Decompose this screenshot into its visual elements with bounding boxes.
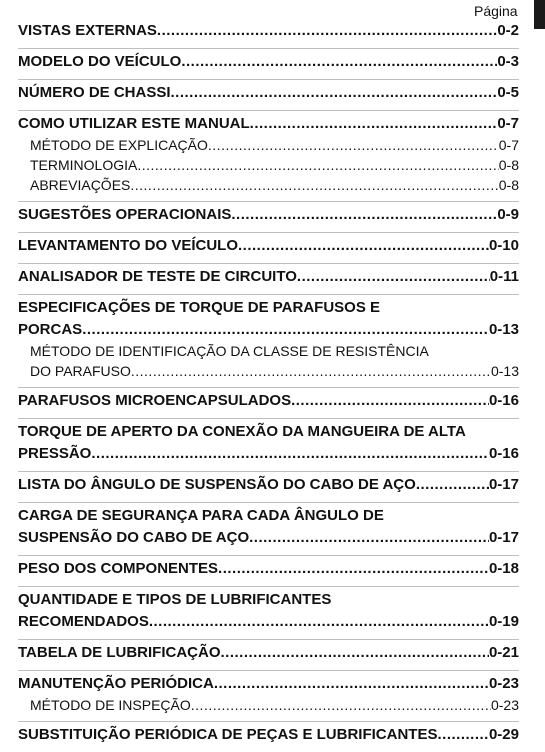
toc-entry-levantamento[interactable] xyxy=(18,233,519,264)
toc-page: 0-2 xyxy=(497,22,519,39)
toc-subtitle: MÉTODO DE INSPEÇÃO xyxy=(30,697,191,713)
toc-entry-substituicao[interactable] xyxy=(18,722,519,752)
toc-title: COMO UTILIZAR ESTE MANUAL xyxy=(18,115,250,132)
toc-page: 0-10 xyxy=(488,237,519,254)
toc-title-line1: ESPECIFICAÇÕES DE TORQUE DE PARAFUSOS E xyxy=(18,299,380,316)
toc-subentry[interactable] xyxy=(18,135,519,155)
toc-page: 0-18 xyxy=(488,560,519,577)
toc-title: VISTAS EXTERNAS xyxy=(18,22,157,39)
toc-title: PARAFUSOS MICROENCAPSULADOS xyxy=(18,392,292,409)
toc-entry-parafusos-micro[interactable] xyxy=(18,388,519,419)
toc-title: MODELO DO VEÍCULO xyxy=(18,53,182,70)
toc-page: 0-23 xyxy=(490,697,519,713)
toc-title: LEVANTAMENTO DO VEÍCULO xyxy=(18,237,239,254)
toc-entry-tabela-lubrificacao[interactable] xyxy=(18,640,519,671)
toc-entry-modelo-do-veiculo[interactable] xyxy=(18,49,519,80)
toc-page: 0-5 xyxy=(497,84,519,101)
toc-entry-lubrificantes[interactable] xyxy=(18,587,519,640)
section-tab-marker xyxy=(534,0,545,29)
toc-page: 0-17 xyxy=(488,476,519,493)
toc-entry-especificacoes-torque[interactable] xyxy=(18,295,519,388)
toc-title: TABELA DE LUBRIFICAÇÃO xyxy=(18,644,221,661)
toc-title: SUGESTÕES OPERACIONAIS xyxy=(18,206,232,223)
toc-title-line2: SUSPENSÃO DO CABO DE AÇO xyxy=(18,529,250,546)
toc-page: 0-13 xyxy=(488,321,519,338)
toc-title: MANUTENÇÃO PERIÓDICA xyxy=(18,675,214,692)
toc-page: 0-19 xyxy=(488,613,519,630)
toc-page: 0-21 xyxy=(488,644,519,661)
toc-entry-carga-seguranca[interactable] xyxy=(18,503,519,556)
toc-title: LISTA DO ÂNGULO DE SUSPENSÃO DO CABO DE AÇO xyxy=(18,476,416,493)
toc-entry-numero-de-chassi[interactable] xyxy=(18,80,519,111)
toc-page: 0-16 xyxy=(488,445,519,462)
toc-page: 0-8 xyxy=(498,157,519,173)
toc-subtitle: MÉTODO DE EXPLICAÇÃO xyxy=(30,137,208,153)
toc-page: 0-8 xyxy=(498,177,519,193)
toc-title: PESO DOS COMPONENTES xyxy=(18,560,219,577)
toc-title-line1: TORQUE DE APERTO DA CONEXÃO DA MANGUEIRA DE ALTA xyxy=(18,423,466,440)
toc-title-line2: RECOMENDADOS xyxy=(18,613,149,630)
toc-subtitle: ABREVIAÇÕES xyxy=(30,177,131,193)
toc-page: 0-29 xyxy=(488,726,519,743)
toc-page: 0-23 xyxy=(488,675,519,692)
toc-title-line1: CARGA DE SEGURANÇA PARA CADA ÂNGULO DE xyxy=(18,507,384,524)
toc-subentry[interactable] xyxy=(18,695,519,715)
toc-entry-peso-componentes[interactable] xyxy=(18,556,519,587)
toc-title: ANALISADOR DE TESTE DE CIRCUITO xyxy=(18,268,297,285)
toc-subentry[interactable] xyxy=(18,361,519,381)
toc-entry-manutencao[interactable] xyxy=(18,671,519,722)
toc-page: 0-7 xyxy=(498,137,519,153)
toc-title-line1: QUANTIDADE E TIPOS DE LUBRIFICANTES xyxy=(18,591,332,608)
toc-subentry[interactable] xyxy=(18,155,519,175)
toc-entry-vistas-externas[interactable] xyxy=(18,18,519,49)
toc-title: NÚMERO DE CHASSI xyxy=(18,84,171,101)
toc-page: 0-16 xyxy=(488,392,519,409)
toc-page: 0-13 xyxy=(490,363,519,379)
table-of-contents xyxy=(18,18,519,752)
toc-entry-torque-mangueira[interactable] xyxy=(18,419,519,472)
toc-subtitle-line1[interactable]: MÉTODO DE IDENTIFICAÇÃO DA CLASSE DE RESISTÊNCIA xyxy=(30,343,429,359)
toc-page: 0-9 xyxy=(497,206,519,223)
toc-entry-como-utilizar[interactable] xyxy=(18,111,519,202)
toc-title-line2: PRESSÃO xyxy=(18,445,92,462)
toc-entry-analisador[interactable] xyxy=(18,264,519,295)
toc-title: SUBSTITUIÇÃO PERIÓDICA DE PEÇAS E LUBRIFICANTES xyxy=(18,726,438,743)
toc-title-line2: PORCAS xyxy=(18,321,83,338)
toc-page: 0-3 xyxy=(497,53,519,70)
toc-subtitle-line2: DO PARAFUSO xyxy=(30,363,131,379)
toc-subtitle: TERMINOLOGIA xyxy=(30,157,138,173)
page-column-label: Página xyxy=(474,3,518,19)
toc-entry-sugestoes[interactable] xyxy=(18,202,519,233)
toc-page: 0-17 xyxy=(488,529,519,546)
toc-page: 0-11 xyxy=(489,268,519,285)
toc-subentry[interactable] xyxy=(18,175,519,195)
toc-page: 0-7 xyxy=(497,115,519,132)
toc-entry-lista-angulo[interactable] xyxy=(18,472,519,503)
